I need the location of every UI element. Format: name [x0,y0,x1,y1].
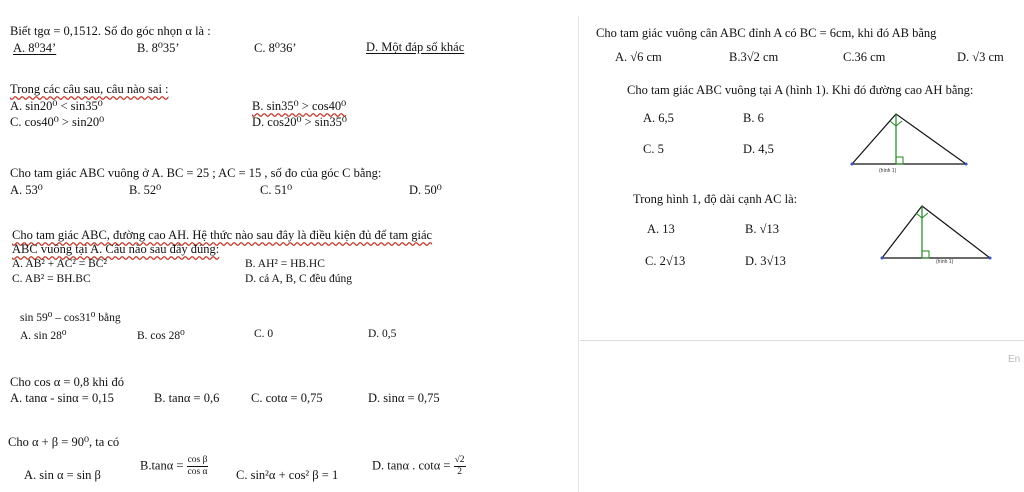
triangle-figure-1-copy [876,200,996,266]
q3-option-c: C. 51⁰ [260,183,293,197]
triangle-abc [852,114,966,164]
q6-stem: Cho cos α = 0,8 khi đó [10,375,124,389]
q4-stem-line-1: Cho tam giác ABC, đường cao AH. Hệ thức nào sau đây là điều kiện đủ để tam giác [12,228,433,242]
q5-option-a: A. sin 28⁰ [20,330,67,342]
q2-option-c: C. cos40⁰ > sin20⁰ [10,115,105,129]
vertex-b [851,163,854,166]
q7-option-b-numerator: cos β [187,455,208,465]
vertex-c [965,163,968,166]
q5-option-b: B. cos 28⁰ [137,330,185,342]
q4-option-a: A. AB² + AC² = BC² [12,258,107,270]
q3-stem: Cho tam giác ABC vuông ở A. BC = 25 ; AC = 15 , số đo của góc C bằng: [10,166,382,180]
q9-option-c: C. 5 [643,142,664,156]
q7-option-d [372,455,466,478]
q6-option-a: A. tanα - sinα = 0,15 [10,391,114,405]
q7-option-b-prefix: B.tanα = [140,458,184,473]
triangle-abc-copy [882,206,990,258]
q8-option-b: B.3√2 cm [729,50,779,64]
q10-stem: Trong hình 1, độ dài cạnh AC là: [633,192,798,206]
q9-stem: Cho tam giác ABC vuông tại A (hình 1). Khi đó đường cao AH bằng: [627,83,974,97]
q4-option-d: D. cả A, B, C đều đúng [245,273,353,285]
q10-option-d: D. 3√13 [745,254,786,268]
q1-option-b: B. 8⁰35’ [137,41,180,55]
q8-stem: Cho tam giác vuông cân ABC đỉnh A có BC = 6cm, khi đó AB bằng [596,26,937,40]
q2-option-d: D. cos20⁰ > sin35⁰ [252,115,347,129]
q8-option-c: C.36 cm [843,50,886,64]
q3-option-d: D. 50⁰ [409,183,442,197]
q1-stem: Biết tgα = 0,1512. Số đo góc nhọn α là : [10,24,211,38]
edge-text: En [1008,354,1021,365]
q7-option-b-fraction [187,455,209,478]
column-divider [578,16,579,492]
q7-option-b-denominator: cos α [187,467,208,477]
q5-option-c: C. 0 [254,328,274,340]
triangle-figure-1 [846,106,972,176]
q2-option-b: B. sin35⁰ > cos40⁰ [252,99,347,113]
page-separator [580,340,1024,341]
q9-option-d: D. 4,5 [743,142,774,156]
q7-option-d-prefix: D. tanα . cotα = [372,458,451,473]
q9-option-a: A. 6,5 [643,111,674,125]
q6-option-b: B. tanα = 0,6 [154,391,220,405]
q7-stem: Cho α + β = 90⁰, ta có [8,435,120,449]
q3-option-a: A. 53⁰ [10,183,43,197]
vertex-b-copy [881,257,884,260]
q2-option-a: A. sin20⁰ < sin35⁰ [10,99,103,113]
q6-option-c: C. cotα = 0,75 [251,391,323,405]
figure-1-caption-copy: (hình 1) [936,259,954,265]
q2-stem: Trong các câu sau, câu nào sai : [10,82,169,96]
vertex-c-copy [989,257,992,260]
q1-option-c: C. 8⁰36’ [254,41,297,55]
q10-option-a: A. 13 [647,222,675,236]
right-angle-mark-h-copy [922,251,929,258]
q7-option-b [140,455,208,478]
figure-1-caption: (hình 1) [879,168,897,174]
q4-stem-line-2: ABC vuông tại A. Câu nào sau đây đúng: [12,242,220,256]
q7-option-d-numerator: √2 [454,455,465,465]
q7-option-d-denominator: 2 [457,467,462,477]
q7-option-d-fraction [454,455,466,478]
q5-option-d: D. 0,5 [368,328,397,340]
q8-option-d: D. √3 cm [957,50,1004,64]
q4-option-c: C. AB² = BH.BC [12,273,91,285]
q7-option-a: A. sin α = sin β [24,468,101,482]
q10-option-b: B. √13 [745,222,779,236]
q8-option-a: A. √6 cm [615,50,662,64]
right-angle-mark-h [896,157,903,164]
q1-option-a: A. 8⁰34’ [13,41,57,55]
q6-option-d: D. sinα = 0,75 [368,391,440,405]
q7-option-c: C. sin²α + cos² β = 1 [236,468,339,482]
q9-option-b: B. 6 [743,111,764,125]
q5-stem: sin 59⁰ – cos31⁰ bằng [20,312,121,324]
q4-option-b: B. AH² = HB.HC [245,258,325,270]
q10-option-c: C. 2√13 [645,254,686,268]
q3-option-b: B. 52⁰ [129,183,162,197]
q1-option-d: D. Một đáp số khác [366,40,465,54]
